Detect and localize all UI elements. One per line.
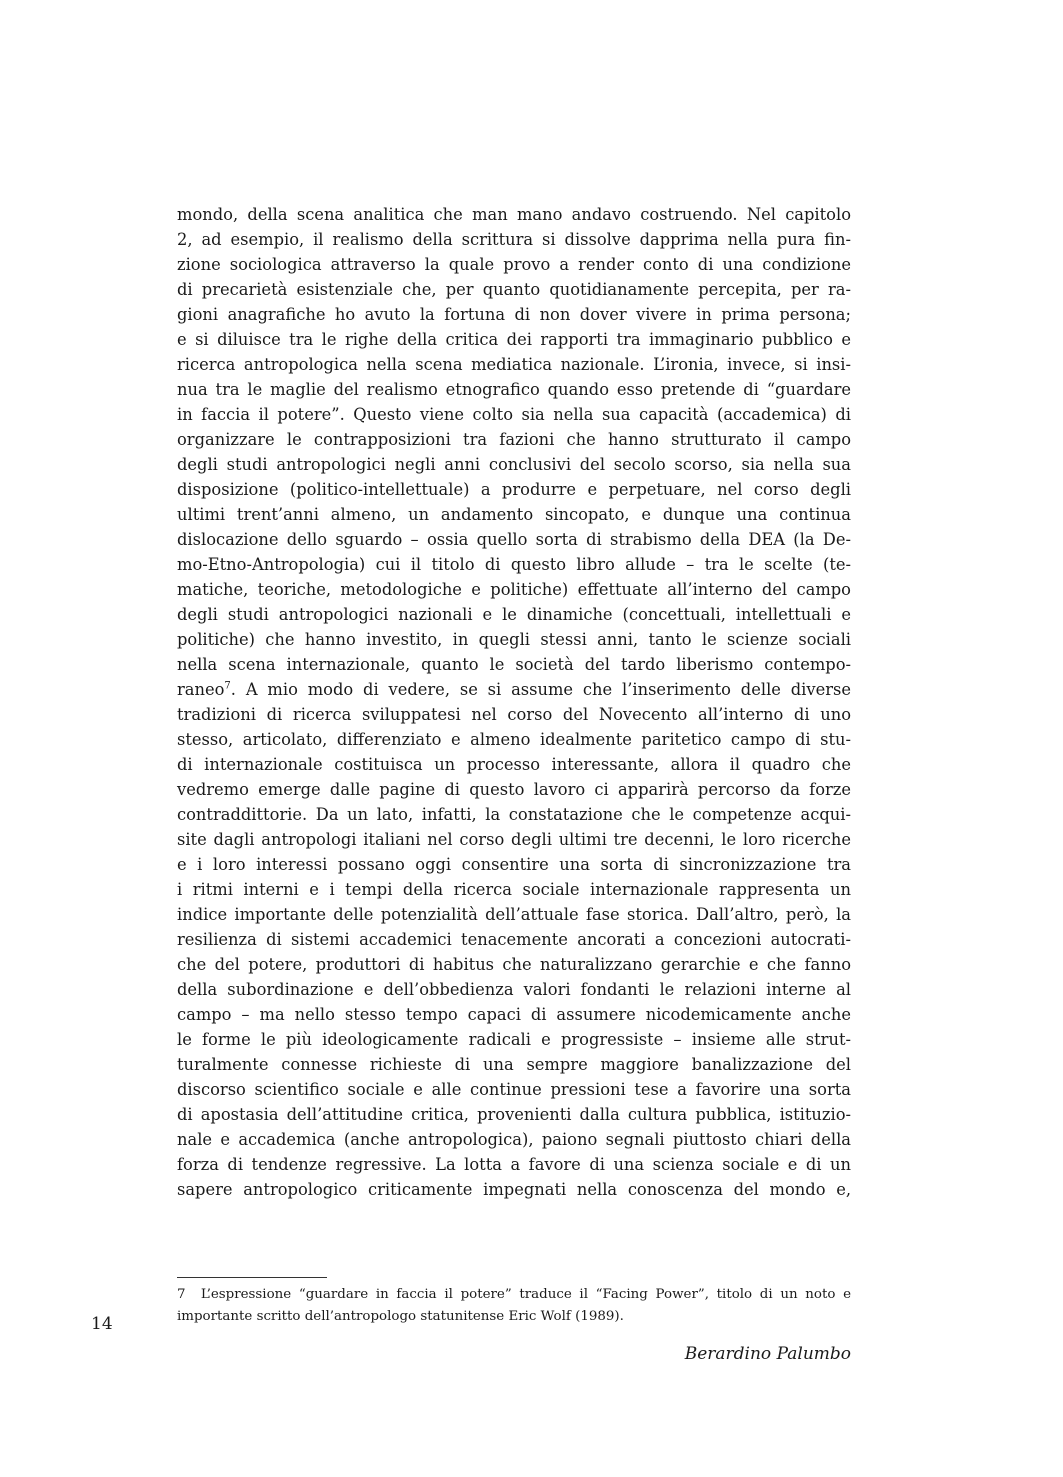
text-line: 2, ad esempio, il realismo della scrittura si dissolve dapprima nella pura fin- xyxy=(177,230,851,249)
text-line: nale e accademica (anche antropologica), paiono segnali piuttosto chiari della xyxy=(177,1130,851,1149)
body-paragraph xyxy=(177,202,851,1202)
text-line: nella scena internazionale, quanto le società del tardo liberismo contempo- xyxy=(177,655,851,674)
text-line: turalmente connesse richieste di una sempre maggiore banalizzazione del xyxy=(177,1055,851,1074)
text-line: vedremo emerge dalle pagine di questo lavoro ci apparirà percorso da forze xyxy=(177,780,851,799)
text-line: indice importante delle potenzialità dell’attuale fase storica. Dall’altro, però, la xyxy=(177,905,851,924)
running-footer-author: Berardino Palumbo xyxy=(684,1344,851,1364)
text-line: che del potere, produttori di habitus che naturalizzano gerarchie e che fanno xyxy=(177,955,851,974)
text-line: degli studi antropologici negli anni conclusivi del secolo scorso, sia nella sua xyxy=(177,455,851,474)
footnote-line-prefix: raneo xyxy=(177,680,225,699)
text-line: disposizione (politico-intellettuale) a produrre e perpetuare, nel corso degli xyxy=(177,480,851,499)
text-line: organizzare le contrapposizioni tra fazioni che hanno strutturato il campo xyxy=(177,430,851,449)
text-line: in faccia il potere”. Questo viene colto sia nella sua capacità (accademica) di xyxy=(177,405,851,424)
text-line: nua tra le maglie del realismo etnografico quando esso pretende di “guardare xyxy=(177,380,851,399)
text-line: i ritmi interni e i tempi della ricerca sociale internazionale rappresenta un xyxy=(177,880,851,899)
text-line: sapere antropologico criticamente impegnati nella conoscenza del mondo e, xyxy=(177,1180,851,1199)
text-line: mo-Etno-Antropologia) cui il titolo di questo libro allude – tra le scelte (te- xyxy=(177,555,851,574)
footnote xyxy=(177,1284,851,1328)
text-line: ultimi trent’anni almeno, un andamento sincopato, e dunque una continua xyxy=(177,505,851,524)
footnote-line-suffix: . A mio modo di vedere, se si assume che l’inserimento delle diverse xyxy=(230,680,851,699)
footnote-reference[interactable]: 7 xyxy=(224,680,231,692)
text-line: tradizioni di ricerca sviluppatesi nel corso del Novecento all’interno di uno xyxy=(177,705,851,724)
text-line: mondo, della scena analitica che man mano andavo costruendo. Nel capitolo xyxy=(177,205,851,224)
text-line: le forme le più ideologicamente radicali e progressiste – insieme alle strut- xyxy=(177,1030,851,1049)
text-line: campo – ma nello stesso tempo capaci di assumere nicodemicamente anche xyxy=(177,1005,851,1024)
text-line: discorso scientifico sociale e alle continue pressioni tese a favorire una sorta xyxy=(177,1080,851,1099)
text-line: matiche, teoriche, metodologiche e politiche) effettuate all’interno del campo xyxy=(177,580,851,599)
text-line: della subordinazione e dell’obbedienza valori fondanti le relazioni interne al xyxy=(177,980,851,999)
footnote-text-1: L’espressione “guardare in faccia il potere” traduce il “Facing Power”, titolo di un noto e xyxy=(200,1287,851,1302)
footnote-number: 7 xyxy=(177,1287,186,1302)
footnote-line: importante scritto dell’antropologo statunitense Eric Wolf (1989). xyxy=(177,1309,624,1324)
text-line: e si diluisce tra le righe della critica dei rapporti tra immaginario pubblico e xyxy=(177,330,851,349)
footnote-divider xyxy=(177,1277,327,1278)
footnote-line xyxy=(177,1284,851,1306)
text-line: di apostasia dell’attitudine critica, provenienti dalla cultura pubblica, istituzio- xyxy=(177,1105,851,1124)
text-line: site dagli antropologi italiani nel corso degli ultimi tre decenni, le loro ricerche xyxy=(177,830,851,849)
text-line: gioni anagrafiche ho avuto la fortuna di non dover vivere in prima persona; xyxy=(177,305,851,324)
text-line: dislocazione dello sguardo – ossia quello sorta di strabismo della DEA (la De- xyxy=(177,530,851,549)
text-line: stesso, articolato, differenziato e almeno idealmente paritetico campo di stu- xyxy=(177,730,851,749)
page-number: 14 xyxy=(91,1314,113,1334)
text-line: contraddittorie. Da un lato, infatti, la constatazione che le competenze acqui- xyxy=(177,805,851,824)
text-line: politiche) che hanno investito, in quegli stessi anni, tanto le scienze sociali xyxy=(177,630,851,649)
text-line: resilienza di sistemi accademici tenacemente ancorati a concezioni autocrati- xyxy=(177,930,851,949)
text-line: degli studi antropologici nazionali e le dinamiche (concettuali, intellettuali e xyxy=(177,605,851,624)
text-line: di internazionale costituisca un processo interessante, allora il quadro che xyxy=(177,755,851,774)
text-line: forza di tendenze regressive. La lotta a favore di una scienza sociale e di un xyxy=(177,1155,851,1174)
text-line: di precarietà esistenziale che, per quanto quotidianamente percepita, per ra- xyxy=(177,280,851,299)
text-line-with-footnote-ref xyxy=(177,677,851,702)
text-line: e i loro interessi possano oggi consentire una sorta di sincronizzazione tra xyxy=(177,855,851,874)
text-line: zione sociologica attraverso la quale provo a render conto di una condizione xyxy=(177,255,851,274)
text-line: ricerca antropologica nella scena mediatica nazionale. L’ironia, invece, si insi- xyxy=(177,355,851,374)
